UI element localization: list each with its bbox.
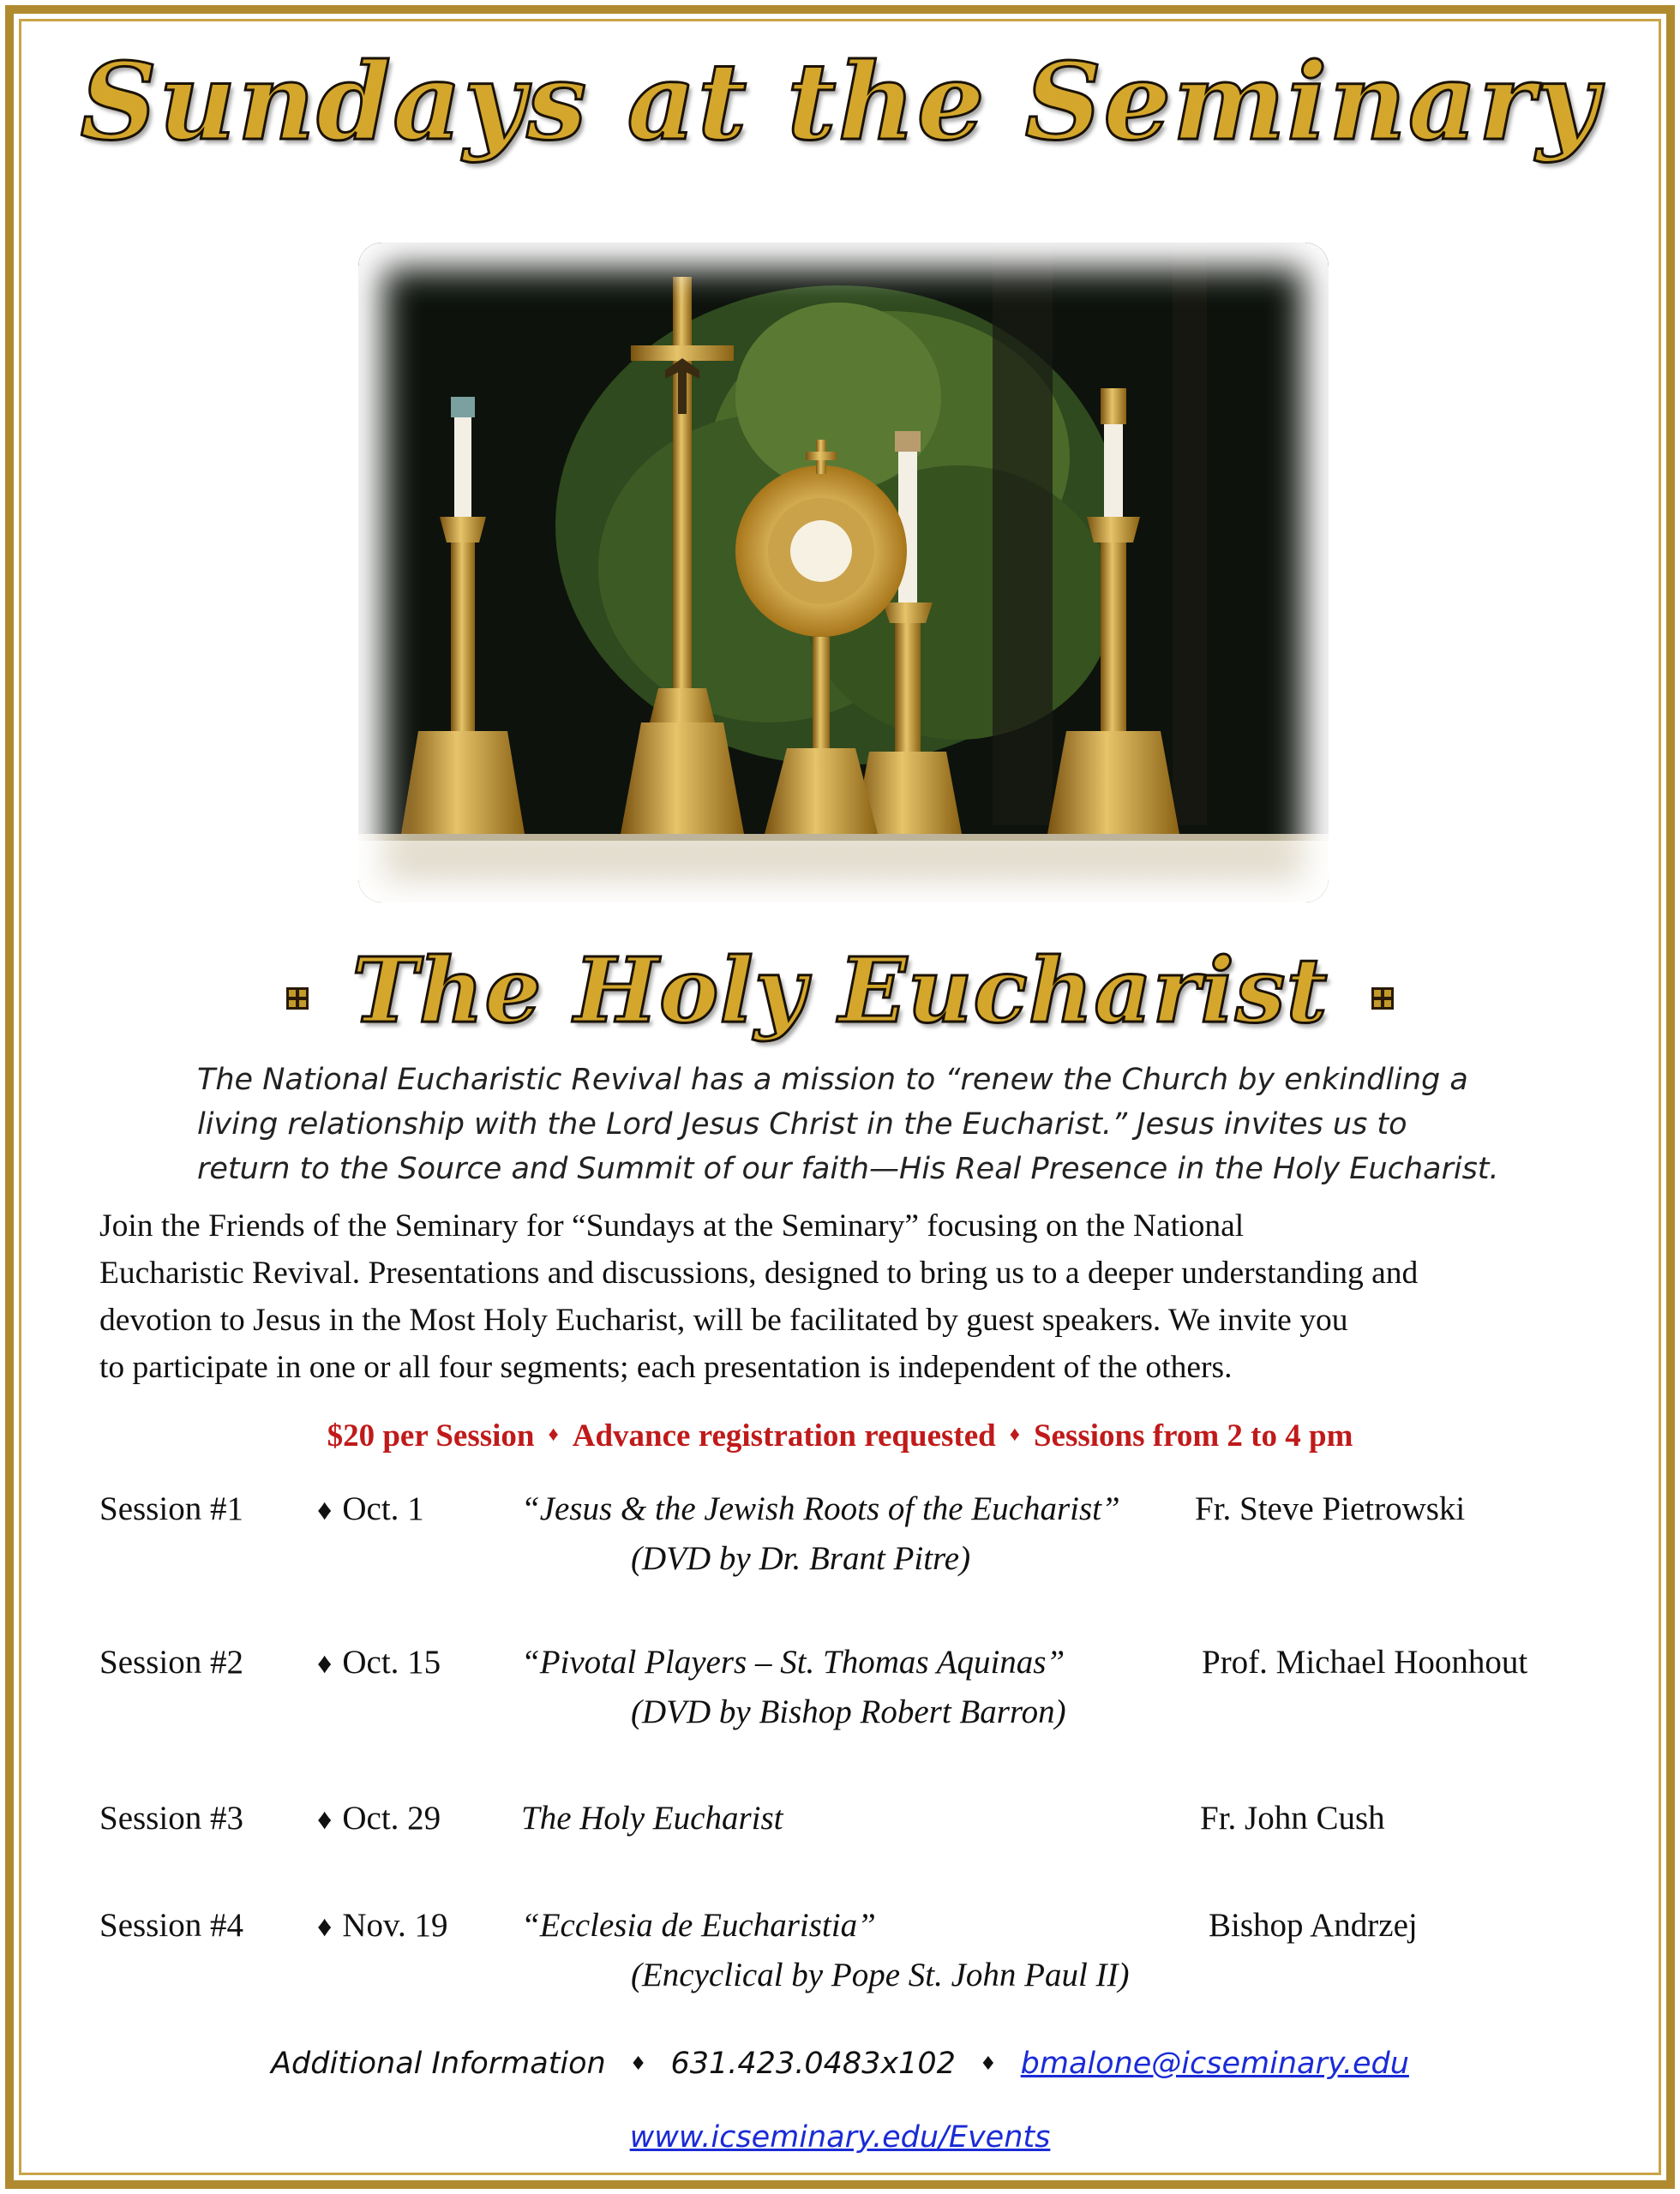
session-number: Session #1 bbox=[99, 1490, 243, 1527]
body-line: to participate in one or all four segments; each presentation is independent of the others. bbox=[99, 1350, 1233, 1385]
info-bar bbox=[0, 1418, 1680, 1454]
body-paragraph bbox=[99, 1202, 1591, 1391]
session-speaker: Fr. Steve Pietrowski bbox=[1195, 1490, 1466, 1527]
email-link[interactable]: bmalone@icseminary.edu bbox=[1020, 2047, 1409, 2081]
body-line: devotion to Jesus in the Most Holy Eucharist, will be facilitated by guest speakers. We invite you bbox=[99, 1303, 1348, 1338]
price-text: $20 per Session bbox=[327, 1418, 535, 1454]
session-title: The Holy Eucharist bbox=[521, 1800, 783, 1837]
diamond-icon: ♦ bbox=[317, 1911, 333, 1943]
events-url-link[interactable]: www.icseminary.edu/Events bbox=[629, 2120, 1051, 2155]
session-title: “Jesus & the Jewish Roots of the Eucharist” bbox=[521, 1490, 1120, 1527]
session-date-text: Nov. 19 bbox=[342, 1907, 448, 1944]
diamond-icon: ♦ bbox=[1009, 1424, 1020, 1446]
cross-square-icon bbox=[286, 987, 309, 1010]
intro-line: living relationship with the Lord Jesus Christ in the Eucharist.” Jesus invites us to bbox=[197, 1107, 1407, 1142]
diamond-icon: ♦ bbox=[317, 1648, 333, 1680]
intro-line: return to the Source and Summit of our faith—His Real Presence in the Holy Eucharist. bbox=[197, 1152, 1499, 1186]
body-line: Eucharistic Revival. Presentations and discussions, designed to bring us to a deeper understanding and bbox=[99, 1256, 1419, 1291]
session-subtitle: (DVD by Dr. Brant Pitre) bbox=[631, 1540, 971, 1577]
session-title: “Pivotal Players – St. Thomas Aquinas” bbox=[521, 1644, 1065, 1681]
altar-photo bbox=[358, 243, 1329, 902]
diamond-icon: ♦ bbox=[979, 2053, 997, 2075]
subtitle-row bbox=[0, 926, 1680, 1054]
footer-phone: 631.423.0483x102 bbox=[670, 2047, 956, 2081]
footer-contact bbox=[0, 2047, 1680, 2081]
session-date-text: Oct. 1 bbox=[342, 1490, 424, 1527]
session-date bbox=[317, 1906, 448, 1945]
session-date bbox=[317, 1799, 441, 1837]
page-title: Sundays at the Seminary bbox=[80, 40, 1600, 165]
diamond-icon: ♦ bbox=[317, 1495, 333, 1526]
registration-text: Advance registration requested bbox=[572, 1418, 996, 1454]
footer-url-row bbox=[0, 2120, 1680, 2155]
session-number: Session #4 bbox=[99, 1907, 243, 1944]
session-title: “Ecclesia de Eucharistia” bbox=[521, 1907, 876, 1944]
cross-square-icon bbox=[1371, 987, 1394, 1010]
session-date-text: Oct. 15 bbox=[342, 1644, 441, 1681]
diamond-icon: ♦ bbox=[317, 1804, 333, 1836]
session-date-text: Oct. 29 bbox=[342, 1800, 441, 1837]
diamond-icon: ♦ bbox=[548, 1424, 559, 1446]
subtitle: The Holy Eucharist bbox=[351, 937, 1329, 1043]
session-date bbox=[317, 1490, 424, 1528]
monstrance-photo-illustration bbox=[358, 243, 1329, 902]
body-line: Join the Friends of the Seminary for “Sundays at the Seminary” focusing on the National bbox=[99, 1208, 1245, 1244]
diamond-icon: ♦ bbox=[629, 2053, 647, 2075]
session-number: Session #3 bbox=[99, 1800, 243, 1837]
session-speaker: Fr. John Cush bbox=[1200, 1800, 1385, 1837]
intro-line: The National Eucharistic Revival has a mission to “renew the Church by enkindling a bbox=[197, 1063, 1468, 1097]
session-date bbox=[317, 1643, 441, 1681]
session-subtitle: (Encyclical by Pope St. John Paul II) bbox=[631, 1957, 1130, 1993]
intro-paragraph bbox=[197, 1058, 1534, 1191]
session-speaker: Prof. Michael Hoonhout bbox=[1202, 1644, 1528, 1681]
footer-label: Additional Information bbox=[271, 2047, 606, 2081]
session-time-text: Sessions from 2 to 4 pm bbox=[1033, 1418, 1353, 1454]
session-speaker: Bishop Andrzej bbox=[1209, 1907, 1418, 1944]
session-subtitle: (DVD by Bishop Robert Barron) bbox=[631, 1693, 1066, 1730]
session-number: Session #2 bbox=[99, 1644, 243, 1681]
